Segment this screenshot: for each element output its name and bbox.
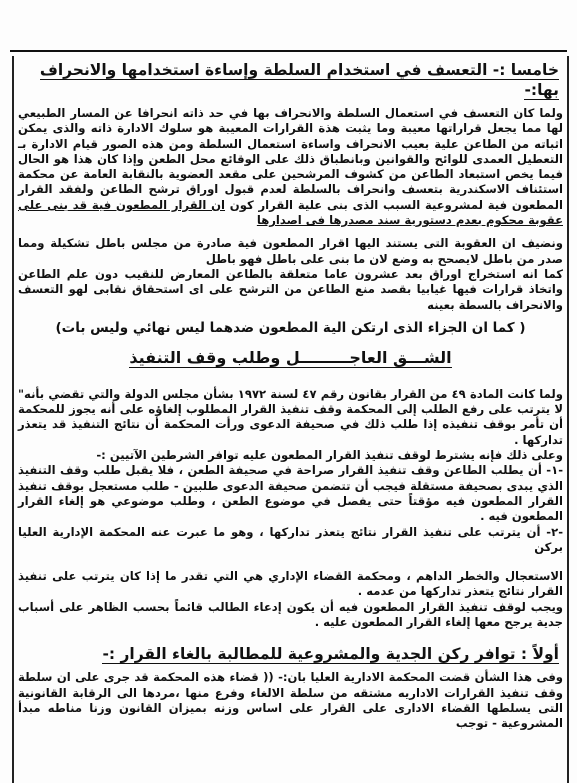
- section-five-underlined-clause: ان القرار المطعون فية قد بنى على عقوبة محكوم بعدم دستورية سند مصدرها فى اصدارها: [18, 197, 563, 228]
- top-rule: [10, 50, 567, 52]
- section-five-heading: [18, 60, 559, 100]
- urgent-paragraph-1: ولما كانت المادة ٤٩ من القرار بقانون رقم ٤٧ لسنة ١٩٧٢ بشأن مجلس الدولة والتي تقضي بأنه" لا يترتب على رفع الطلب إلى المحكمة وقف تنفيذ القرار المطلوب إلغاؤه على أنه يجوز للمحكمة أن تأمر بوقف تنفيذه إذا طلب ذلك في صحيفة الدعوى ورأت المحكمة أن نتائج التنفيذ قد يتعذر تداركها .: [18, 386, 563, 447]
- section-five-heading-text: خامسا :- التعسف في استخدام السلطة وإساءة استخدامها والانحراف بها:-: [39, 61, 559, 99]
- first-paragraph-1: وفى هذا الشأن قضت المحكمة الادارية العليا بان:- (( قضاء هذه المحكمة قد جرى على ان سلطة وقف تنفيذ القرارات الاداريه مشتقه من سلطة الالغاء وفرع منها ،مردها الى الرقابة القانونية التى يسلطها القضاء الادارى على القرار على اساس وزنه بميزان القانون وزنا مناطه مبدأ المشروعية - توجب: [18, 670, 563, 731]
- section-five-paragraph-3: كما انه استخراج اوراق بعد عشرون عاما متعلقة بالطاعن المعارض للنقيب دون علم الطاعن واتخاذ قرارات فيها غيابيا بقصد منع الطاعن من الترشح على اى استحقاق نقابى لهو التعسف والانحراف بالسطة بعينه: [18, 266, 563, 312]
- section-five-paragraph-2: ونضيف ان العقوبة التى يستند اليها اقرار المطعون فية صادرة من مجلس باطل تشكيلة ومما صدر من باطل لايصحح به وضع لان ما بنى على باطل فهو باطل: [18, 236, 563, 266]
- first-heading-text: أولاً : توافر ركن الجدية والمشروعية للمطالبة بالغاء القرار :-: [102, 645, 559, 664]
- section-five-paragraph-1-text: ولما كان التعسف في استعمال السلطة والانحراف بها في حد ذاته انحرافا عن المسار الطبيعي لها مما يجعل قراراتها معيبة وما يثبت هذة القرارات المعيبة هو سلوك الادارة ذاته والذى يمكن اثباته من الطاعن علية بعيب الانحراف واساءة استعمال السلطة ومن هذه الصور قيام الادارة بـ التعطيل العمدى للوائح والقوانين وبانطباق ذلك على الوقائع محل الطعن وإذا كان هذا هو الحال فيما يخص استبعاد الطاعن من كشوف المرشحين على مقعد العضوية بالنقابة العامة عن محكمة استئناف الاسكندرية بتعسف وانحراف بالسلطة لعدم قبول اوراق ترشح الطاعن ولفقد القرار المطعون فية لمشروعية السبب الذى بنى علية القرار كون: [18, 106, 563, 212]
- urgent-section-title-text: الشـــق العاجـــــــــل وطلب وقف التنفيذ: [129, 347, 452, 367]
- urgent-section-title: [18, 347, 563, 369]
- urgent-paragraph-2: وعلى ذلك فإنه يشترط لوقف تنفيذ القرار المطعون عليه توافر الشرطين الآتيين :-: [96, 448, 563, 463]
- section-five-conclusion: ( كما ان الجزاء الذى ارتكن الية المطعون ضدهما ليس نهائي وليس بات): [55, 319, 526, 336]
- section-five-paragraph-1: [18, 106, 563, 228]
- first-heading: [18, 644, 559, 664]
- urgent-condition-1: -١- أن يطلب الطاعن وقف تنفيذ القرار صراحة في صحيفة الطعن ، فلا يقبل طلب وقف التنفيذ الذي يبدى بصحيفة مستقلة فيجب أن تتضمن صحيفة الدعوى طلبين - طلب مستعجل بوقف تنفيذ القرار المطعون فيه مؤقتاً حتى يفصل في موضوع الطعن ، وطلب موضوعي هو إلغاء القرار المطعون فيه .: [18, 463, 563, 524]
- urgent-paragraph-3: الاستعجال والخطر الداهم ، ومحكمة القضاء الإداري هي التي تقدر ما إذا كان يترتب على تنفيذ القرار نتائج يتعذر تداركها من عدمه .: [18, 569, 563, 599]
- urgent-condition-2: -٢- أن يترتب على تنفيذ القرار نتائج يتعذر تداركها ، وهو ما عبرت عنه المحكمة الإدارية العليا بركن: [18, 524, 563, 554]
- document-body: [18, 60, 563, 732]
- urgent-paragraph-4: ويجب لوقف تنفيذ القرار المطعون فيه أن يكون إدعاء الطالب قائماً بحسب الظاهر على أسباب جدية يرجح معها إلغاء القرار المطعون عليه .: [18, 599, 563, 630]
